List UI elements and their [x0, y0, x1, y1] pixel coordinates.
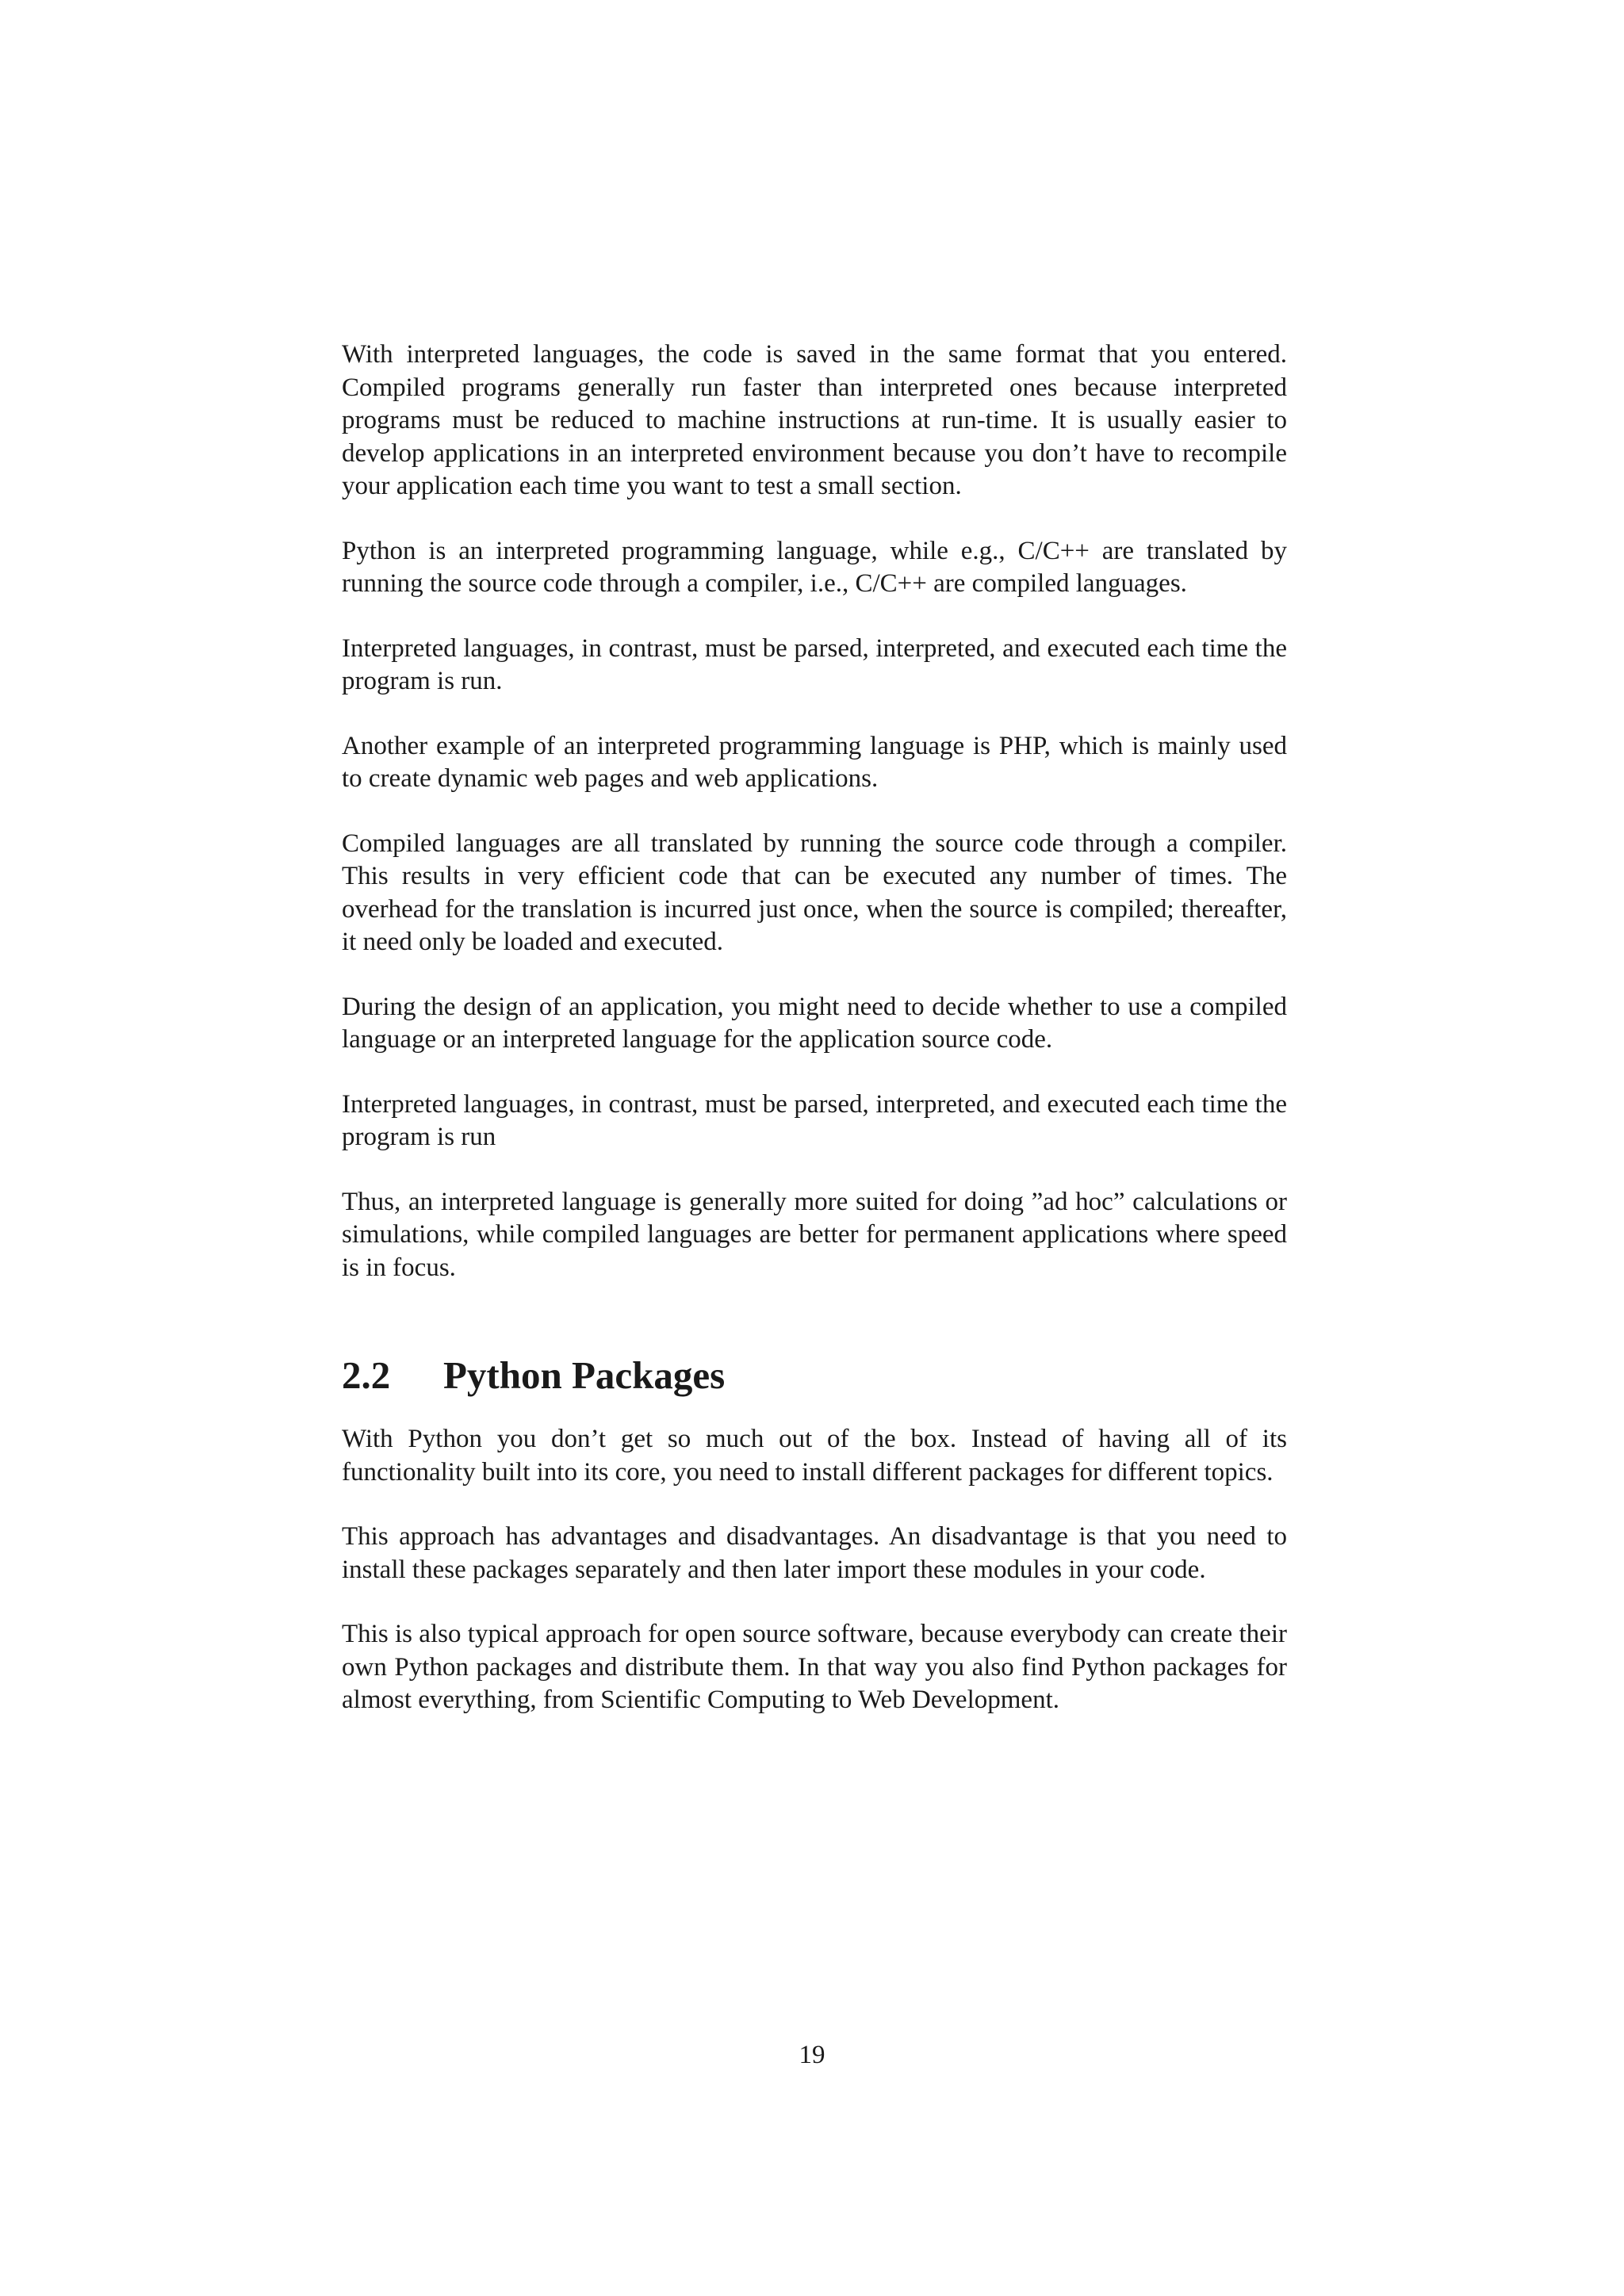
- paragraph-interpreted-parsed: Interpreted languages, in contrast, must be parsed, interpreted, and executed each time the program is run.: [342, 633, 1287, 695]
- paragraph-advantages: This approach has advantages and disadvantages. An disadvantage is that you need to install these packages separately and then later import these modules in your code.: [342, 1522, 1287, 1584]
- page-body: [342, 339, 1287, 1749]
- paragraph-interpreted-intro: With interpreted languages, the code is saved in the same format that you entered. Compiled programs generally run faster than interpreted ones because interpreted programs must be reduced to machine instructions at run-time. It is usually easier to develop applications in an interpreted environment because you don’t have to recompile your application each time you want to test a small section.: [342, 340, 1287, 500]
- paragraph-compiled-languages: Compiled languages are all translated by running the source code through a compiler. This results in very efficient code that can be executed any number of times. The overhead for the translation is incurred just once, when the source is compiled; thereafter, it need only be loaded and executed.: [342, 828, 1287, 956]
- paragraph-design-decision: During the design of an application, you might need to decide whether to use a compiled language or an interpreted language for the application source code.: [342, 992, 1287, 1054]
- paragraph-python-interpreted: Python is an interpreted programming language, while e.g., C/C++ are translated by running the source code through a compiler, i.e., C/C++ are compiled languages.: [342, 536, 1287, 598]
- paragraph-php-example: Another example of an interpreted programming language is PHP, which is mainly used to create dynamic web pages and web applications.: [342, 731, 1287, 793]
- paragraph-out-of-box: With Python you don’t get so much out of the box. Instead of having all of its functionality built into its core, you need to install different packages for different topics.: [342, 1425, 1287, 1487]
- paragraph-open-source: This is also typical approach for open source software, because everybody can create their own Python packages and distribute them. In that way you also find Python packages for almost everything, from Scientific Computing to Web Development.: [342, 1620, 1287, 1714]
- paragraph-interpreted-parsed-repeat: Interpreted languages, in contrast, must be parsed, interpreted, and executed each time the program is run: [342, 1089, 1287, 1151]
- section-number: 2.2: [342, 1353, 391, 1397]
- section-heading: [342, 1352, 1287, 1399]
- page-number: 19: [799, 2041, 825, 2069]
- section-title: Python Packages: [443, 1353, 726, 1397]
- paragraph-ad-hoc: Thus, an interpreted language is generally more suited for doing ”ad hoc” calculations or simulations, while compiled languages are better for permanent applications where speed is in focus.: [342, 1187, 1287, 1282]
